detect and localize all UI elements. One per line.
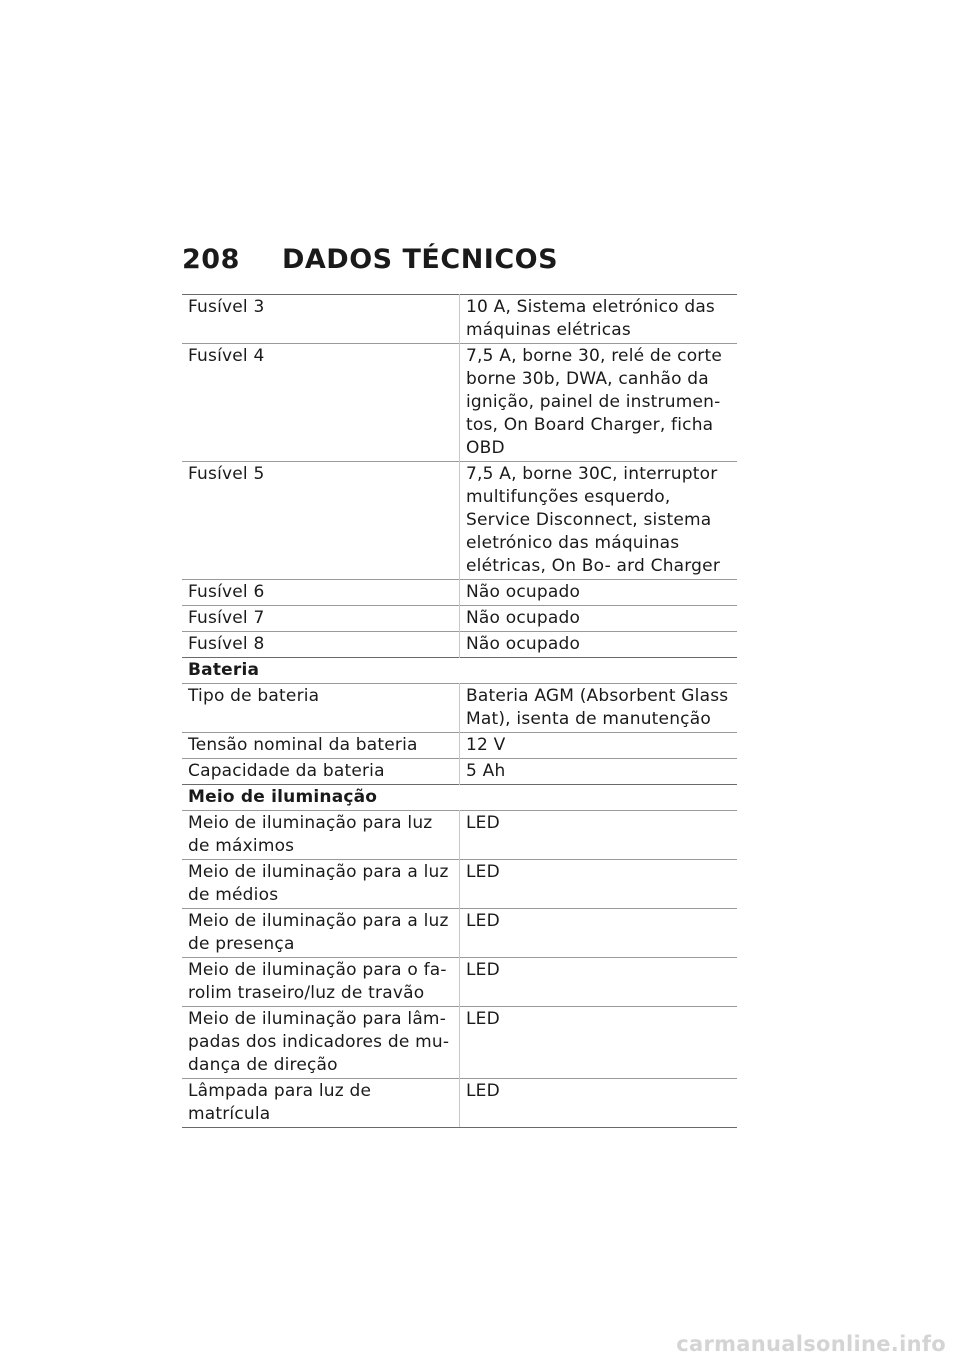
spec-value: LED — [460, 909, 738, 958]
spec-value: 7,5 A, borne 30C, interruptor multifunções esquerdo, Service Disconnect, sistema eletrónico das máquinas elétricas, On Bo- ard Charger — [460, 462, 738, 580]
spec-label: Fusível 5 — [182, 462, 460, 580]
table-row — [182, 1007, 737, 1079]
table-row — [182, 909, 737, 958]
table-row — [182, 860, 737, 909]
spec-label: Fusível 7 — [182, 606, 460, 632]
table-row — [182, 1079, 737, 1128]
section-header-row — [182, 658, 737, 684]
table-row — [182, 295, 737, 344]
spec-label: Lâmpada para luz de matrícula — [182, 1079, 460, 1128]
spec-value: 12 V — [460, 733, 738, 759]
page-title: DADOS TÉCNICOS — [282, 244, 559, 275]
spec-label: Fusível 8 — [182, 632, 460, 658]
table-row — [182, 684, 737, 733]
spec-value: 5 Ah — [460, 759, 738, 785]
section-title: Meio de iluminação — [182, 785, 737, 811]
spec-value: LED — [460, 958, 738, 1007]
table-row — [182, 462, 737, 580]
spec-value: Não ocupado — [460, 632, 738, 658]
spec-value: LED — [460, 860, 738, 909]
table-row — [182, 811, 737, 860]
table-row — [182, 580, 737, 606]
table-row — [182, 344, 737, 462]
table-row — [182, 632, 737, 658]
spec-value: LED — [460, 1007, 738, 1079]
spec-label: Meio de iluminação para a luz de médios — [182, 860, 460, 909]
spec-label: Fusível 4 — [182, 344, 460, 462]
page-header — [182, 244, 558, 275]
spec-value: Não ocupado — [460, 580, 738, 606]
spec-label: Tipo de bateria — [182, 684, 460, 733]
spec-value: Não ocupado — [460, 606, 738, 632]
technical-data-table — [182, 294, 737, 1128]
spec-label: Meio de iluminação para luz de máximos — [182, 811, 460, 860]
section-title: Bateria — [182, 658, 737, 684]
spec-label: Fusível 6 — [182, 580, 460, 606]
table-row — [182, 759, 737, 785]
spec-label: Capacidade da bateria — [182, 759, 460, 785]
section-header-row — [182, 785, 737, 811]
spec-label: Meio de iluminação para a luz de presença — [182, 909, 460, 958]
spec-value: 7,5 A, borne 30, relé de corte borne 30b, DWA, canhão da ignição, painel de instrumen- tos, On Board Charger, ficha OBD — [460, 344, 738, 462]
table-row — [182, 958, 737, 1007]
spec-label: Meio de iluminação para lâm- padas dos indicadores de mu- dança de direção — [182, 1007, 460, 1079]
table-row — [182, 606, 737, 632]
spec-value: LED — [460, 811, 738, 860]
spec-label: Fusível 3 — [182, 295, 460, 344]
spec-value: 10 A, Sistema eletrónico das máquinas elétricas — [460, 295, 738, 344]
spec-label: Meio de iluminação para o fa- rolim traseiro/luz de travão — [182, 958, 460, 1007]
table-row — [182, 733, 737, 759]
spec-label: Tensão nominal da bateria — [182, 733, 460, 759]
page-number: 208 — [182, 244, 240, 275]
spec-value: LED — [460, 1079, 738, 1128]
watermark-text: carmanualsonline.info — [676, 1332, 946, 1356]
spec-value: Bateria AGM (Absorbent Glass Mat), isenta de manutenção — [460, 684, 738, 733]
